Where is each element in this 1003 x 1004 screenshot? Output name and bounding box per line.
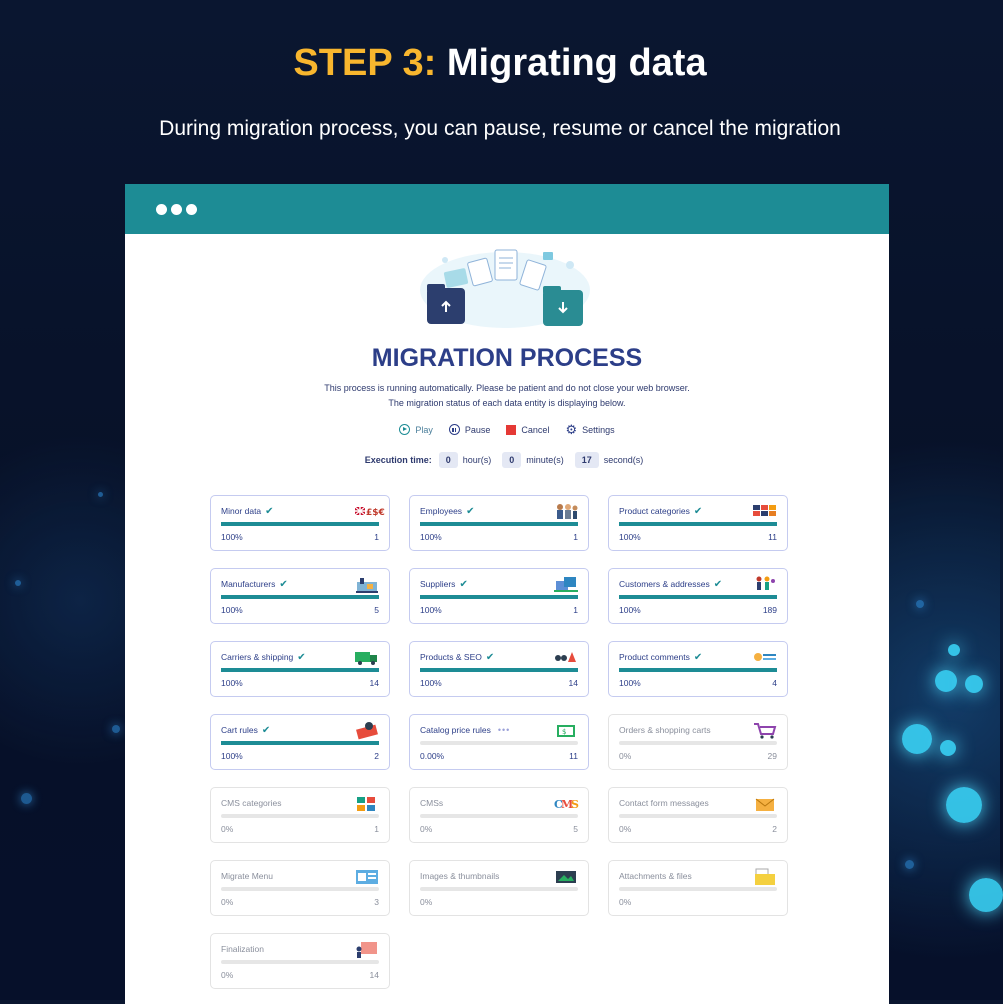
entity-percent: 0% [619,897,632,907]
svg-text:S: S [571,798,579,811]
entity-stats [619,751,777,761]
entity-count: 189 [762,605,777,615]
entity-stats [420,532,578,542]
entity-percent: 100% [420,532,442,542]
entity-name: Migrate Menu [221,871,273,881]
entity-stats [221,751,379,761]
entity-count: 1 [573,532,578,542]
entity-name: Customers & addresses [619,579,710,589]
cms-icon [554,794,578,812]
progress-bar [221,814,379,818]
folder-files-icon [753,867,777,885]
entity-stats [221,897,379,907]
check-icon: ✔ [279,578,288,590]
entity-stats [420,678,578,688]
bokeh-light [902,724,932,754]
loading-dots-icon: ••• [497,725,511,735]
supplier-icon [554,575,578,593]
entity-stats [619,678,777,688]
entity-percent: 0% [221,970,234,980]
progress-fill [619,668,777,672]
entity-percent: 100% [221,532,243,542]
entity-name: CMS categories [221,798,282,808]
entity-percent: 100% [619,605,641,615]
entity-count: 5 [573,824,578,834]
entity-count: 14 [369,678,379,688]
svg-text:£$€: £$€ [366,508,385,518]
bokeh-light [98,492,103,497]
seconds-unit: second(s) [603,455,644,465]
entity-card [608,860,788,916]
hours-value: 0 [439,452,458,468]
entity-name: Suppliers [420,579,456,589]
progress-bar [420,668,578,672]
bokeh-light [969,878,1003,912]
entity-card [608,568,788,624]
entity-count: 1 [573,605,578,615]
entity-stats [420,605,578,615]
entity-card [608,495,788,551]
entity-name: Manufacturers [221,579,276,589]
entity-stats [221,678,379,688]
entity-percent: 100% [420,678,442,688]
entity-stats [221,824,379,834]
progress-fill [420,668,578,672]
check-icon: ✔ [466,505,475,517]
progress-bar [221,741,379,745]
migration-illustration [415,240,595,332]
progress-fill [619,595,777,599]
progress-bar [619,522,777,526]
progress-bar [619,814,777,818]
cancel-label: Cancel [521,424,550,435]
entity-count: 1 [374,532,379,542]
truck-icon [355,648,379,666]
entity-stats [619,824,777,834]
cart-icon [753,721,777,739]
check-icon: ✔ [693,505,703,517]
entity-stats [221,970,379,980]
entity-card [210,933,390,989]
entity-name: Products & SEO [420,652,482,662]
progress-fill [420,595,578,599]
entity-count: 11 [569,751,578,761]
entity-percent: 0% [420,897,433,907]
progress-fill [420,522,578,526]
pause-button[interactable] [449,424,491,435]
progress-bar [619,668,777,672]
entity-count: 14 [568,678,578,688]
entity-name: Employees [420,506,463,516]
envelope-icon [753,794,777,812]
entity-stats [221,605,379,615]
entity-count: 2 [374,751,379,761]
entity-card [210,714,390,770]
bokeh-light [112,725,120,733]
entity-card [409,568,589,624]
bokeh-light [948,644,960,656]
play-button[interactable] [399,424,433,435]
page-headline [0,42,1000,85]
entity-percent: 100% [619,532,641,542]
progress-bar [221,595,379,599]
entity-card [409,714,589,770]
entity-percent: 100% [221,605,243,615]
window-titlebar [125,184,889,234]
entity-card [210,495,390,551]
entity-count: 4 [772,678,777,688]
check-icon: ✔ [713,578,723,590]
price-tag-icon [554,721,578,739]
entity-stats [619,897,777,907]
pause-label: Pause [464,424,491,435]
entity-stats [420,751,578,761]
page-subtitle: During migration process, you can pause, resume or cancel the migration [159,117,841,140]
window-dot [171,204,182,215]
svg-text:M: M [561,798,574,811]
check-icon: ✔ [459,578,468,590]
menu-icon [355,867,379,885]
entity-count: 3 [374,897,379,907]
entity-name: CMSs [420,798,444,808]
coupon-icon [355,721,379,739]
entity-name: Carriers & shipping [221,652,294,662]
browser-window [125,184,889,1004]
entity-percent: 100% [619,678,641,688]
execution-time-label: Execution time: [364,455,432,465]
entity-percent: 0% [221,824,234,834]
progress-fill [221,595,379,599]
hours-unit: hour(s) [462,455,492,465]
settings-button[interactable] [565,421,615,437]
migration-controls [125,421,889,437]
entity-grid [210,495,788,989]
progress-bar [619,887,777,891]
entity-name: Orders & shopping carts [619,725,711,735]
products-icon [554,648,578,666]
entity-count: 11 [768,532,777,542]
entity-name: Attachments & files [619,871,692,881]
stop-icon [506,425,516,435]
flag-currency-icon [355,502,385,520]
progress-bar [420,741,578,745]
minutes-unit: minute(s) [526,455,564,465]
bokeh-light [965,675,983,693]
entity-card [409,860,589,916]
settings-label: Settings [582,424,615,435]
bokeh-light [21,793,32,804]
entity-name: Finalization [221,944,264,954]
progress-bar [619,595,777,599]
window-dot [186,204,197,215]
svg-text:C: C [554,798,563,811]
svg-text:$: $ [562,728,567,736]
entity-count: 5 [374,605,379,615]
entity-percent: 0% [420,824,433,834]
progress-bar [420,522,578,526]
entity-percent: 100% [221,678,243,688]
bokeh-light [916,600,924,608]
image-icon [554,867,578,885]
entity-percent: 0.00% [420,751,445,761]
entity-name: Images & thumbnails [420,871,500,881]
comments-icon [753,648,777,666]
gear-icon: ⚙ [565,421,578,437]
check-icon: ✔ [485,651,495,663]
entity-card [608,641,788,697]
entity-percent: 0% [221,897,234,907]
entity-card [409,787,589,843]
progress-bar [221,522,379,526]
bokeh-light [905,860,914,869]
progress-fill [221,668,379,672]
headline-text: Migrating data [436,42,707,84]
customers-icon [753,575,777,593]
progress-fill [619,522,777,526]
check-icon: ✔ [261,724,271,736]
migration-description: The migration status of each data entity is displaying below. [388,398,626,408]
progress-bar [221,960,379,964]
entity-card [608,787,788,843]
progress-bar [420,814,578,818]
progress-fill [221,741,379,745]
entity-card [210,568,390,624]
entity-card [409,641,589,697]
category-grid-icon [753,502,777,520]
entity-name: Product comments [619,652,690,662]
entity-stats [619,532,777,542]
entity-count: 2 [772,824,777,834]
bokeh-light [935,670,957,692]
check-icon: ✔ [693,651,703,663]
entity-name: Minor data [221,506,262,516]
window-dot [156,204,167,215]
entity-stats [420,824,578,834]
migration-description: This process is running automatically. Please be patient and do not close your web browser. [324,383,690,393]
entity-card [210,860,390,916]
entity-name: Cart rules [221,725,258,735]
pause-icon [449,424,460,435]
progress-bar [619,741,777,745]
entity-name: Catalog price rules [420,725,491,735]
check-icon: ✔ [265,505,274,517]
entity-card [210,787,390,843]
entity-name: Product categories [619,506,690,516]
finalization-icon [355,940,379,958]
entity-percent: 0% [619,751,632,761]
progress-bar [420,595,578,599]
entity-percent: 100% [420,605,442,615]
progress-bar [221,668,379,672]
minutes-value: 0 [502,452,521,468]
entity-stats [619,605,777,615]
play-icon [399,424,410,435]
entity-card [608,714,788,770]
entity-count: 29 [767,751,777,761]
migration-title: MIGRATION PROCESS [371,344,643,372]
seconds-value: 17 [575,452,599,468]
entity-card [210,641,390,697]
step-label: STEP 3: [293,42,437,84]
entity-name: Contact form messages [619,798,709,808]
bokeh-light [946,787,982,823]
bokeh-light [940,740,956,756]
progress-bar [221,887,379,891]
check-icon: ✔ [297,651,306,663]
bokeh-light [15,580,21,586]
entity-count: 1 [374,824,379,834]
execution-time [125,452,889,468]
entity-percent: 100% [221,751,243,761]
progress-bar [420,887,578,891]
entity-percent: 0% [619,824,632,834]
employees-icon [554,502,578,520]
cancel-button[interactable] [506,424,549,435]
entity-stats [221,532,379,542]
progress-fill [221,522,379,526]
cms-categories-icon [355,794,379,812]
factory-icon [355,575,379,593]
play-label: Play [415,424,433,435]
entity-count: 14 [369,970,379,980]
entity-stats [420,897,578,907]
entity-card [409,495,589,551]
